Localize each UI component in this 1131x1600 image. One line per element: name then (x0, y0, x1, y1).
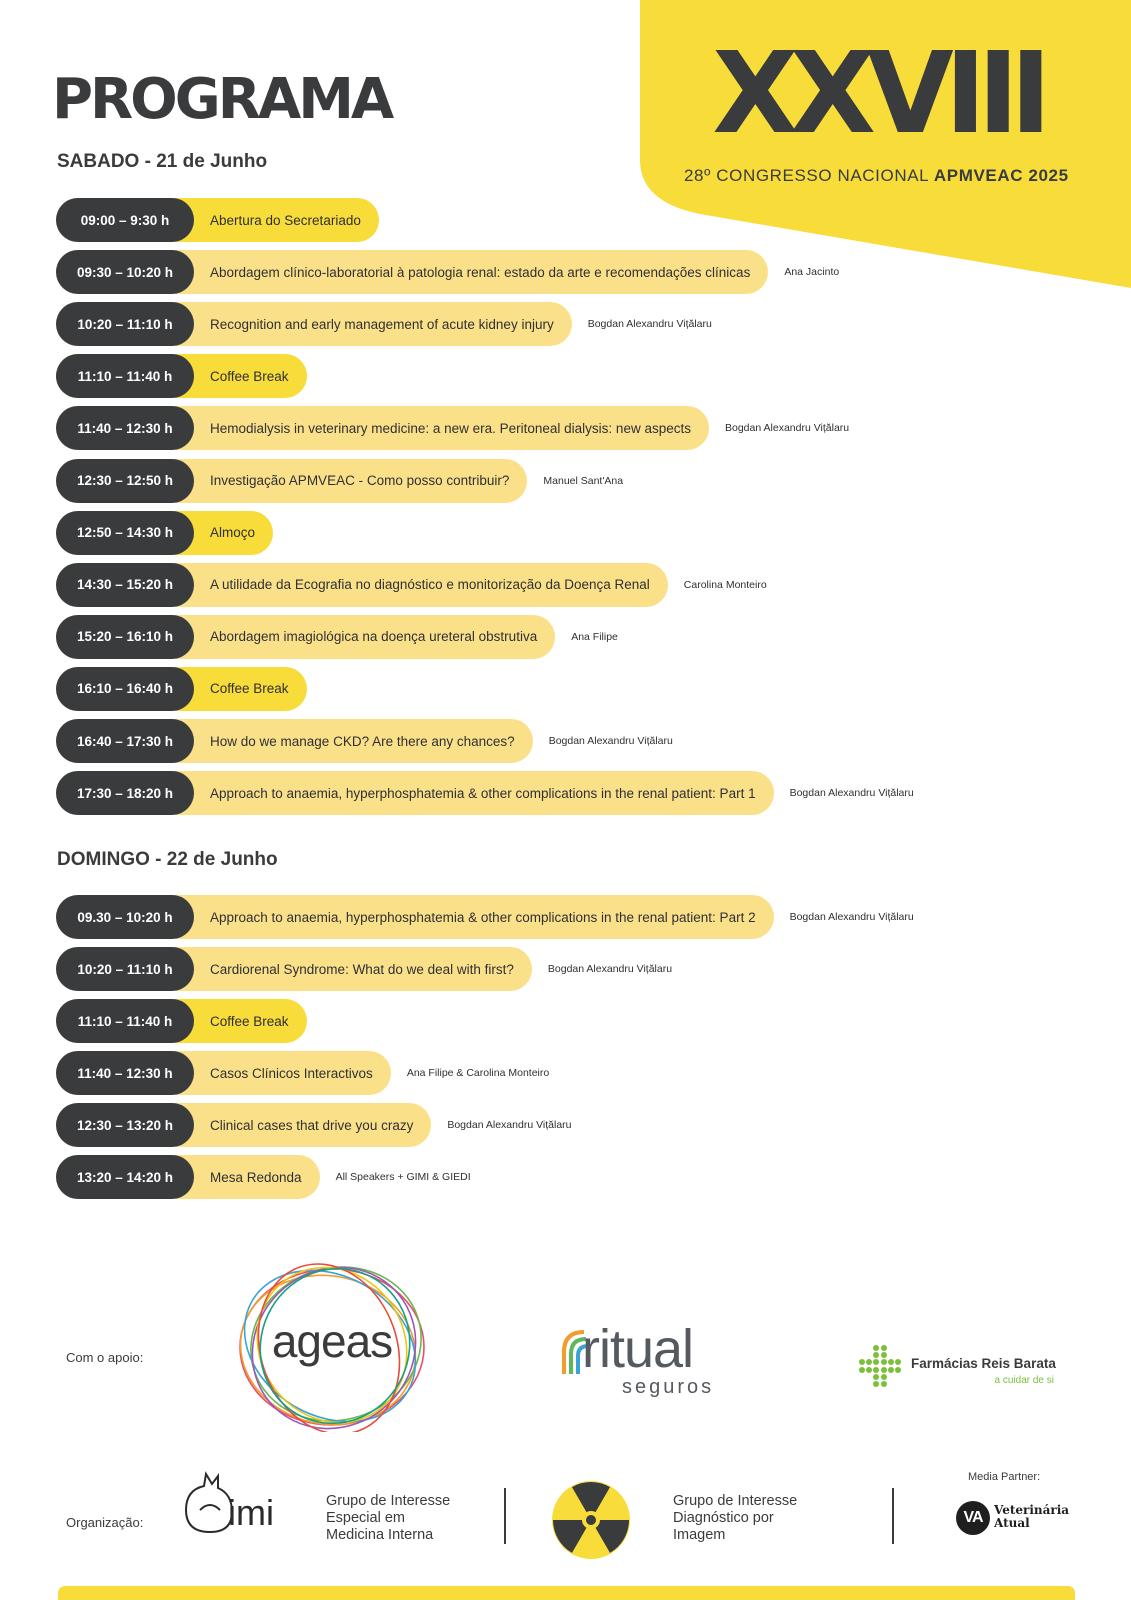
session-topic: Coffee Break (210, 1013, 289, 1029)
ageas-wordmark: ageas (271, 1315, 393, 1367)
va-name: Veterinária Atual (994, 1503, 1070, 1530)
farmacias-logo (858, 1344, 1058, 1396)
session-row (56, 198, 379, 242)
session-row (56, 947, 672, 991)
session-topic: Coffee Break (210, 681, 289, 697)
session-speaker: Manuel Sant'Ana (543, 474, 624, 487)
session-time: 17:30 – 18:20 h (56, 771, 194, 815)
session-pill (56, 406, 709, 450)
session-topic: Coffee Break (210, 368, 289, 384)
va-badge-icon: VA (956, 1501, 990, 1535)
giedi-logo (551, 1480, 631, 1560)
break-pill (56, 511, 273, 555)
session-time: 12:50 – 14:30 h (56, 511, 194, 555)
session-row (56, 615, 618, 659)
congress-name: 28º CONGRESSO NACIONAL APMVEAC 2025 (684, 166, 1069, 185)
session-time: 13:20 – 14:20 h (56, 1155, 194, 1199)
session-row (56, 1103, 572, 1147)
session-speaker: Bogdan Alexandru Vițălaru (548, 735, 673, 747)
media-partner-label: Media Partner: (968, 1471, 1041, 1483)
gimi-description: Grupo de Interesse Especial em Medicina Interna (326, 1493, 451, 1543)
session-topic: How do we manage CKD? Are there any chances? (210, 733, 515, 749)
session-speaker: All Speakers + GIMI & GIEDI (335, 1171, 471, 1183)
session-row (56, 354, 307, 398)
session-pill (56, 459, 527, 503)
session-pill (56, 1103, 431, 1147)
session-pill (56, 719, 533, 763)
session-time: 14:30 – 15:20 h (56, 563, 194, 607)
ritual-subtitle: seguros (622, 1376, 715, 1398)
session-speaker: Bogdan Alexandru Vițălaru (789, 911, 914, 923)
divider (892, 1488, 894, 1544)
session-row (56, 1051, 549, 1095)
session-pill (56, 947, 532, 991)
session-row (56, 1155, 471, 1199)
session-row (56, 895, 914, 939)
session-row (56, 406, 849, 450)
session-time: 09:00 – 9:30 h (56, 198, 194, 242)
session-row (56, 719, 673, 763)
session-speaker: Bogdan Alexandru Vițălaru (724, 422, 850, 435)
session-time: 09:30 – 10:20 h (56, 250, 194, 294)
gimi-wordmark: imi (228, 1492, 274, 1533)
session-row (56, 511, 273, 555)
sunday-heading: DOMINGO - 22 de Junho (57, 849, 278, 870)
giedi-description: Grupo de Interesse Diagnóstico por Imagem (673, 1493, 798, 1543)
session-topic: Cardiorenal Syndrome: What do we deal with first? (210, 961, 514, 977)
session-speaker: Bogdan Alexandru Vițălaru (587, 318, 712, 331)
session-pill (56, 615, 555, 659)
session-topic: Mesa Redonda (210, 1169, 302, 1185)
session-speaker: Carolina Monteiro (683, 578, 767, 591)
divider (504, 1488, 506, 1544)
session-time: 12:30 – 12:50 h (56, 459, 194, 503)
session-topic: Abordagem clínico-laboratorial à patologia renal: estado da arte e recomendações clínicas (210, 264, 751, 280)
session-pill (56, 563, 668, 607)
sponsors-label: Com o apoio: (66, 1350, 144, 1365)
session-topic: Investigação APMVEAC - Como posso contribuir? (210, 473, 510, 488)
session-pill (56, 302, 572, 346)
organization-label: Organização: (66, 1515, 144, 1530)
session-topic: Approach to anaemia, hyperphosphatemia & other complications in the renal patient: Part 2 (210, 909, 756, 925)
session-time: 15:20 – 16:10 h (56, 615, 194, 659)
farmacias-tagline: a cuidar de si (994, 1375, 1054, 1386)
session-speaker: Ana Filipe & Carolina Monteiro (406, 1067, 550, 1079)
break-pill (56, 667, 307, 711)
session-pill (56, 771, 774, 815)
session-pill (56, 1051, 391, 1095)
session-time: 16:40 – 17:30 h (56, 719, 194, 763)
session-row (56, 999, 307, 1043)
session-time: 11:10 – 11:40 h (56, 999, 194, 1043)
session-topic: Almoço (210, 525, 256, 541)
session-time: 09.30 – 10:20 h (56, 895, 194, 939)
break-pill (56, 999, 307, 1043)
session-speaker: Ana Filipe (571, 630, 618, 643)
session-topic: A utilidade da Ecografia no diagnóstico e monitorização da Doença Renal (210, 577, 650, 593)
session-time: 12:30 – 13:20 h (56, 1103, 194, 1147)
session-time: 11:40 – 12:30 h (56, 406, 194, 450)
session-topic: Recognition and early management of acute kidney injury (210, 316, 554, 332)
session-row (56, 302, 712, 346)
session-time: 11:40 – 12:30 h (56, 1051, 194, 1095)
session-row (56, 667, 307, 711)
session-topic: Casos Clínicos Interactivos (210, 1065, 373, 1081)
ageas-logo (232, 1262, 432, 1432)
session-speaker: Bogdan Alexandru Vițălaru (547, 963, 673, 975)
session-time: 16:10 – 16:40 h (56, 667, 194, 711)
session-topic: Hemodialysis in veterinary medicine: a new era. Peritoneal dialysis: new aspects (210, 420, 691, 436)
page-title: PROGRAMA (52, 67, 392, 132)
session-speaker: Bogdan Alexandru Vițălaru (447, 1119, 572, 1131)
ritual-wordmark: ritual (582, 1319, 694, 1379)
veterinaria-atual-logo (956, 1501, 1076, 1537)
session-time: 10:20 – 11:10 h (56, 302, 194, 346)
ritual-logo (560, 1319, 720, 1402)
farmacias-name: Farmácias Reis Barata (911, 1356, 1056, 1371)
session-topic: Approach to anaemia, hyperphosphatemia & other complications in the renal patient: Part 1 (210, 785, 756, 801)
session-row (56, 771, 914, 815)
session-time: 11:10 – 11:40 h (56, 354, 194, 398)
gimi-logo (180, 1470, 290, 1540)
edition-numeral: XXVIII (712, 29, 1043, 159)
session-time: 10:20 – 11:10 h (56, 947, 194, 991)
radiation-icon (551, 1480, 631, 1560)
pharmacy-cross-icon (858, 1344, 906, 1392)
session-topic: Abordagem imagiológica na doença ureteral obstrutiva (210, 629, 538, 645)
session-topic: Clinical cases that drive you crazy (210, 1117, 414, 1133)
session-row (56, 563, 767, 607)
session-pill (56, 1155, 320, 1199)
footer-bar (58, 1586, 1075, 1600)
break-pill (56, 198, 379, 242)
session-topic: Abertura do Secretariado (210, 212, 361, 228)
session-row (56, 459, 623, 503)
saturday-heading: SABADO - 21 de Junho (57, 151, 268, 172)
break-pill (56, 354, 307, 398)
session-row (56, 250, 839, 294)
session-pill (56, 895, 774, 939)
session-speaker: Bogdan Alexandru Vițălaru (789, 787, 914, 800)
session-speaker: Ana Jacinto (784, 266, 840, 279)
session-pill (56, 250, 768, 294)
